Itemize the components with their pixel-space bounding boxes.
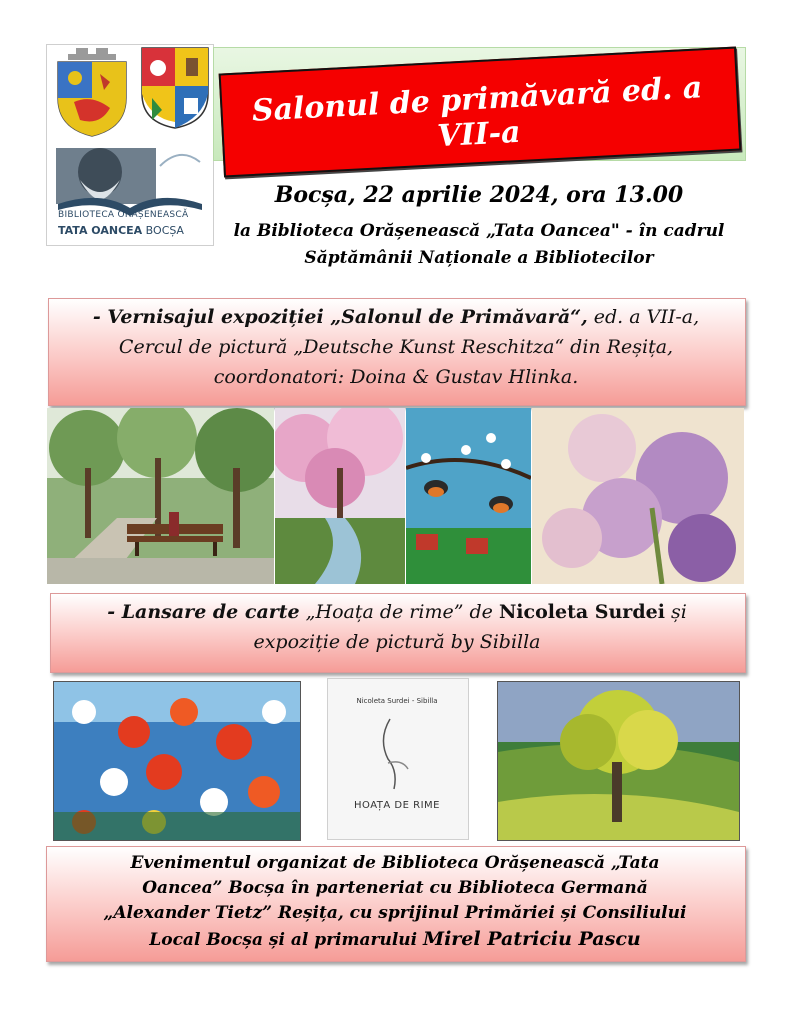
exhibition-line3: coordonatori: Doina & Gustav Hlinka. xyxy=(213,366,579,388)
painting-tree xyxy=(497,681,740,841)
painting-birds-blossoms xyxy=(406,408,531,584)
book-author: Nicoleta Surdei - Sibilla xyxy=(356,697,438,705)
painting-poppies xyxy=(53,681,301,841)
town-crest-icon xyxy=(50,46,134,138)
event-venue-line2: Săptămânii Naționale a Bibliotecilor xyxy=(304,248,654,268)
organizers-line3: „Alexander Tietz” Reșița, cu sprijinul Primăriei și Consiliului xyxy=(103,903,687,923)
book-title: HOAȚA DE RIME xyxy=(354,800,440,811)
painting-park-bench xyxy=(47,408,274,584)
county-crest-icon xyxy=(140,46,210,130)
event-venue-line1: la Biblioteca Orășenească „Tata Oancea" - în cadrul xyxy=(233,221,725,241)
book-launch-line1: - Lansare de carte „Hoața de rime” de Nicoleta Surdei și xyxy=(107,601,687,623)
exhibition-line1: - Vernisajul expoziției „Salonul de Primăvară“, ed. a VII-a, xyxy=(92,306,700,328)
organizers-line2: Oancea” Bocșa în parteneriat cu Biblioteca Germană xyxy=(142,878,648,898)
library-logo-line1: BIBLIOTECA ORĂȘENEASCĂ xyxy=(58,210,189,220)
event-title: Salonul de primăvară ed. a VII-a xyxy=(251,70,704,155)
book-launch-line2: expoziție de pictură by Sibilla xyxy=(253,631,541,653)
organizers-line4: Local Bocșa și al primarului Mirel Patriciu Pascu xyxy=(149,928,641,950)
painting-blossom-stream xyxy=(275,408,405,584)
exhibition-line2: Cercul de pictură „Deutsche Kunst Reschitza“ din Reșița, xyxy=(118,336,674,358)
library-logo-line2: TATA OANCEA BOCȘA xyxy=(58,224,184,237)
event-date: Bocșa, 22 aprilie 2024, ora 13.00 xyxy=(274,182,684,208)
painting-irises xyxy=(532,408,744,584)
organizers-line1: Evenimentul organizat de Biblioteca Orășenească „Tata xyxy=(130,853,660,873)
